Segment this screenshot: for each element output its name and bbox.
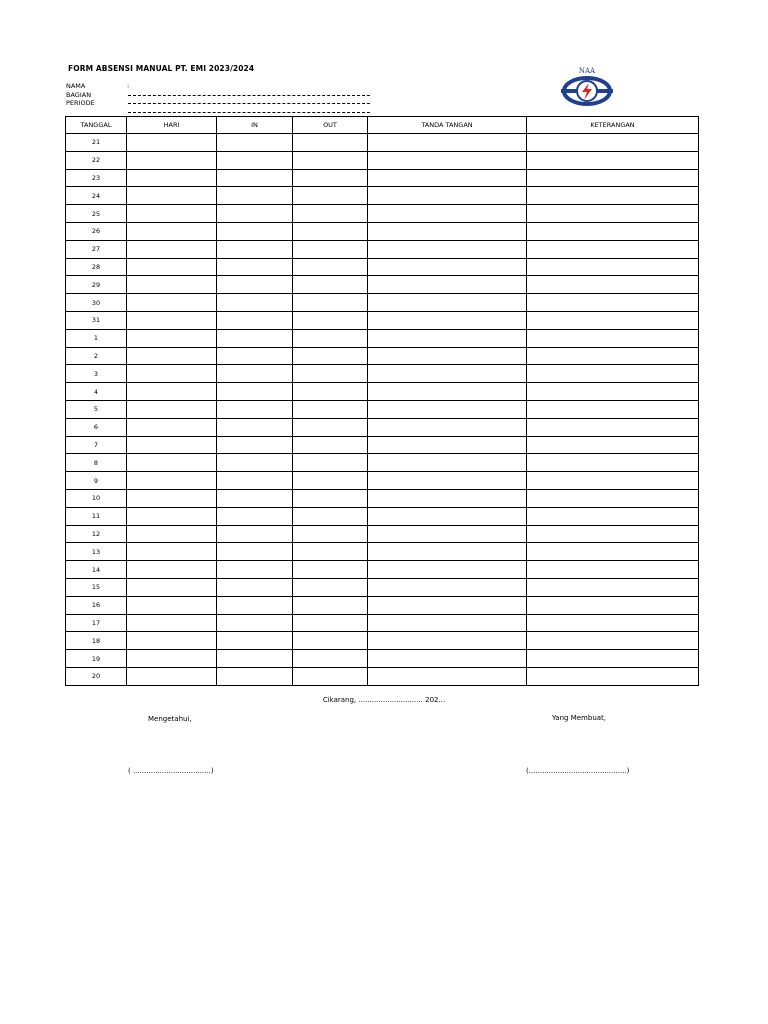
table-row bbox=[66, 632, 699, 650]
table-row bbox=[66, 258, 699, 276]
cell-tanda-tangan[interactable] bbox=[368, 151, 527, 169]
cell-keterangan[interactable] bbox=[527, 578, 699, 596]
cell-tanggal: 29 bbox=[66, 276, 127, 294]
cell-out[interactable] bbox=[293, 365, 368, 383]
cell-tanggal: 20 bbox=[66, 667, 127, 685]
table-row bbox=[66, 543, 699, 561]
info-labels bbox=[66, 82, 95, 108]
cell-in[interactable] bbox=[217, 311, 293, 329]
cell-out[interactable] bbox=[293, 169, 368, 187]
table-row bbox=[66, 169, 699, 187]
cell-in[interactable] bbox=[217, 187, 293, 205]
cell-hari[interactable] bbox=[127, 365, 217, 383]
cell-hari[interactable] bbox=[127, 134, 217, 152]
cell-tanggal: 18 bbox=[66, 632, 127, 650]
cell-keterangan[interactable] bbox=[527, 169, 699, 187]
cell-out[interactable] bbox=[293, 329, 368, 347]
table-row bbox=[66, 205, 699, 223]
cell-hari[interactable] bbox=[127, 205, 217, 223]
cell-keterangan[interactable] bbox=[527, 472, 699, 490]
table-row bbox=[66, 240, 699, 258]
cell-in[interactable] bbox=[217, 169, 293, 187]
col-header-hari: HARI bbox=[127, 117, 217, 134]
cell-in[interactable] bbox=[217, 276, 293, 294]
table-row bbox=[66, 561, 699, 579]
cell-in[interactable] bbox=[217, 258, 293, 276]
table-row bbox=[66, 151, 699, 169]
cell-out[interactable] bbox=[293, 400, 368, 418]
cell-keterangan[interactable] bbox=[527, 187, 699, 205]
cell-hari[interactable] bbox=[127, 561, 217, 579]
fill-line-bagian[interactable] bbox=[128, 96, 370, 105]
cell-in[interactable] bbox=[217, 436, 293, 454]
cell-tanggal: 8 bbox=[66, 454, 127, 472]
cell-tanggal: 2 bbox=[66, 347, 127, 365]
cell-tanda-tangan[interactable] bbox=[368, 472, 527, 490]
table-row bbox=[66, 400, 699, 418]
mengetahui-label: Mengetahui, bbox=[148, 715, 192, 723]
col-header-out: OUT bbox=[293, 117, 368, 134]
cell-out[interactable] bbox=[293, 383, 368, 401]
cell-keterangan[interactable] bbox=[527, 151, 699, 169]
cell-tanda-tangan[interactable] bbox=[368, 383, 527, 401]
cell-tanda-tangan[interactable] bbox=[368, 311, 527, 329]
yang-membuat-label: Yang Membuat, bbox=[552, 714, 607, 722]
col-header-tanda-tangan: TANDA TANGAN bbox=[368, 117, 527, 134]
cell-in[interactable] bbox=[217, 507, 293, 525]
cell-hari[interactable] bbox=[127, 578, 217, 596]
cell-hari[interactable] bbox=[127, 596, 217, 614]
cell-in[interactable] bbox=[217, 418, 293, 436]
cell-out[interactable] bbox=[293, 258, 368, 276]
cell-tanggal: 21 bbox=[66, 134, 127, 152]
cell-in[interactable] bbox=[217, 667, 293, 685]
cell-in[interactable] bbox=[217, 543, 293, 561]
cell-in[interactable] bbox=[217, 134, 293, 152]
cell-out[interactable] bbox=[293, 294, 368, 312]
fill-line-nama[interactable] bbox=[128, 87, 370, 96]
cell-tanggal: 9 bbox=[66, 472, 127, 490]
col-header-keterangan: KETERANGAN bbox=[527, 117, 699, 134]
cell-out[interactable] bbox=[293, 561, 368, 579]
cell-in[interactable] bbox=[217, 614, 293, 632]
cell-out[interactable] bbox=[293, 436, 368, 454]
cell-out[interactable] bbox=[293, 222, 368, 240]
table-row bbox=[66, 365, 699, 383]
cell-hari[interactable] bbox=[127, 543, 217, 561]
cell-out[interactable] bbox=[293, 543, 368, 561]
cell-keterangan[interactable] bbox=[527, 561, 699, 579]
table-row bbox=[66, 134, 699, 152]
cell-in[interactable] bbox=[217, 596, 293, 614]
cell-tanggal: 3 bbox=[66, 365, 127, 383]
table-row bbox=[66, 311, 699, 329]
cell-tanda-tangan[interactable] bbox=[368, 632, 527, 650]
cell-hari[interactable] bbox=[127, 311, 217, 329]
cell-tanda-tangan[interactable] bbox=[368, 543, 527, 561]
table-row bbox=[66, 347, 699, 365]
cell-tanda-tangan[interactable] bbox=[368, 650, 527, 668]
table-row bbox=[66, 383, 699, 401]
field-label-periode: PERIODE bbox=[66, 99, 95, 108]
cell-tanggal: 12 bbox=[66, 525, 127, 543]
cell-keterangan[interactable] bbox=[527, 454, 699, 472]
cell-hari[interactable] bbox=[127, 383, 217, 401]
cell-in[interactable] bbox=[217, 454, 293, 472]
cell-hari[interactable] bbox=[127, 187, 217, 205]
cell-tanggal: 17 bbox=[66, 614, 127, 632]
cell-tanggal: 10 bbox=[66, 489, 127, 507]
cell-tanggal: 16 bbox=[66, 596, 127, 614]
table-row bbox=[66, 418, 699, 436]
table-row bbox=[66, 294, 699, 312]
cell-hari[interactable] bbox=[127, 222, 217, 240]
cell-keterangan[interactable] bbox=[527, 436, 699, 454]
cell-tanggal: 24 bbox=[66, 187, 127, 205]
cell-out[interactable] bbox=[293, 632, 368, 650]
cell-keterangan[interactable] bbox=[527, 543, 699, 561]
table-row bbox=[66, 329, 699, 347]
cell-keterangan[interactable] bbox=[527, 276, 699, 294]
cell-tanda-tangan[interactable] bbox=[368, 614, 527, 632]
cell-keterangan[interactable] bbox=[527, 650, 699, 668]
cell-keterangan[interactable] bbox=[527, 205, 699, 223]
cell-in[interactable] bbox=[217, 222, 293, 240]
cell-out[interactable] bbox=[293, 347, 368, 365]
cell-hari[interactable] bbox=[127, 400, 217, 418]
cell-keterangan[interactable] bbox=[527, 222, 699, 240]
cell-tanggal: 1 bbox=[66, 329, 127, 347]
cell-in[interactable] bbox=[217, 578, 293, 596]
cell-hari[interactable] bbox=[127, 418, 217, 436]
cell-keterangan[interactable] bbox=[527, 258, 699, 276]
place-date: Cikarang, ............................. 202... bbox=[322, 696, 446, 704]
cell-keterangan[interactable] bbox=[527, 347, 699, 365]
cell-tanda-tangan[interactable] bbox=[368, 222, 527, 240]
cell-in[interactable] bbox=[217, 347, 293, 365]
cell-tanda-tangan[interactable] bbox=[368, 347, 527, 365]
cell-keterangan[interactable] bbox=[527, 294, 699, 312]
cell-hari[interactable] bbox=[127, 507, 217, 525]
cell-hari[interactable] bbox=[127, 632, 217, 650]
table-row bbox=[66, 614, 699, 632]
col-header-tanggal: TANGGAL bbox=[66, 117, 127, 134]
fill-line-periode[interactable] bbox=[128, 104, 370, 113]
cell-tanggal: 28 bbox=[66, 258, 127, 276]
cell-in[interactable] bbox=[217, 400, 293, 418]
cell-keterangan[interactable] bbox=[527, 329, 699, 347]
cell-out[interactable] bbox=[293, 507, 368, 525]
cell-out[interactable] bbox=[293, 489, 368, 507]
cell-hari[interactable] bbox=[127, 454, 217, 472]
cell-in[interactable] bbox=[217, 472, 293, 490]
signature-line-right[interactable]: (............................................) bbox=[526, 767, 630, 775]
table-row bbox=[66, 472, 699, 490]
cell-tanda-tangan[interactable] bbox=[368, 134, 527, 152]
cell-tanda-tangan[interactable] bbox=[368, 365, 527, 383]
cell-tanda-tangan[interactable] bbox=[368, 507, 527, 525]
signature-line-left[interactable]: ( ...................................) bbox=[128, 767, 214, 775]
cell-hari[interactable] bbox=[127, 347, 217, 365]
cell-out[interactable] bbox=[293, 525, 368, 543]
cell-tanda-tangan[interactable] bbox=[368, 258, 527, 276]
cell-in[interactable] bbox=[217, 632, 293, 650]
cell-tanggal: 27 bbox=[66, 240, 127, 258]
cell-keterangan[interactable] bbox=[527, 311, 699, 329]
cell-hari[interactable] bbox=[127, 276, 217, 294]
cell-tanggal: 7 bbox=[66, 436, 127, 454]
cell-in[interactable] bbox=[217, 489, 293, 507]
cell-in[interactable] bbox=[217, 151, 293, 169]
cell-tanda-tangan[interactable] bbox=[368, 596, 527, 614]
table-row bbox=[66, 489, 699, 507]
cell-tanggal: 13 bbox=[66, 543, 127, 561]
cell-in[interactable] bbox=[217, 561, 293, 579]
cell-tanda-tangan[interactable] bbox=[368, 561, 527, 579]
cell-in[interactable] bbox=[217, 294, 293, 312]
cell-keterangan[interactable] bbox=[527, 489, 699, 507]
table-header-row bbox=[66, 117, 699, 134]
cell-hari[interactable] bbox=[127, 489, 217, 507]
cell-hari[interactable] bbox=[127, 240, 217, 258]
table-row bbox=[66, 276, 699, 294]
cell-tanggal: 4 bbox=[66, 383, 127, 401]
table-row bbox=[66, 578, 699, 596]
cell-hari[interactable] bbox=[127, 151, 217, 169]
form-title: FORM ABSENSI MANUAL PT. EMI 2023/2024 bbox=[68, 64, 255, 73]
cell-in[interactable] bbox=[217, 383, 293, 401]
cell-hari[interactable] bbox=[127, 436, 217, 454]
cell-tanda-tangan[interactable] bbox=[368, 667, 527, 685]
table-row bbox=[66, 454, 699, 472]
cell-tanda-tangan[interactable] bbox=[368, 489, 527, 507]
cell-keterangan[interactable] bbox=[527, 365, 699, 383]
attendance-table bbox=[65, 116, 699, 686]
cell-keterangan[interactable] bbox=[527, 667, 699, 685]
cell-in[interactable] bbox=[217, 365, 293, 383]
cell-tanggal: 14 bbox=[66, 561, 127, 579]
cell-hari[interactable] bbox=[127, 472, 217, 490]
company-logo bbox=[559, 64, 615, 110]
logo-text: NAA bbox=[578, 67, 596, 75]
table-row bbox=[66, 596, 699, 614]
cell-tanda-tangan[interactable] bbox=[368, 205, 527, 223]
cell-in[interactable] bbox=[217, 329, 293, 347]
cell-keterangan[interactable] bbox=[527, 134, 699, 152]
cell-tanggal: 26 bbox=[66, 222, 127, 240]
cell-out[interactable] bbox=[293, 276, 368, 294]
cell-tanda-tangan[interactable] bbox=[368, 578, 527, 596]
field-label-nama: NAMA bbox=[66, 82, 86, 90]
cell-out[interactable] bbox=[293, 454, 368, 472]
cell-out[interactable] bbox=[293, 472, 368, 490]
cell-tanda-tangan[interactable] bbox=[368, 240, 527, 258]
cell-out[interactable] bbox=[293, 650, 368, 668]
cell-keterangan[interactable] bbox=[527, 596, 699, 614]
cell-tanggal: 6 bbox=[66, 418, 127, 436]
cell-in[interactable] bbox=[217, 205, 293, 223]
table-row bbox=[66, 507, 699, 525]
cell-hari[interactable] bbox=[127, 614, 217, 632]
cell-keterangan[interactable] bbox=[527, 525, 699, 543]
cell-hari[interactable] bbox=[127, 667, 217, 685]
cell-out[interactable] bbox=[293, 596, 368, 614]
cell-tanda-tangan[interactable] bbox=[368, 436, 527, 454]
cell-tanggal: 23 bbox=[66, 169, 127, 187]
cell-keterangan[interactable] bbox=[527, 383, 699, 401]
cell-out[interactable] bbox=[293, 578, 368, 596]
cell-tanggal: 19 bbox=[66, 650, 127, 668]
cell-tanggal: 15 bbox=[66, 578, 127, 596]
cell-out[interactable] bbox=[293, 240, 368, 258]
col-header-in: IN bbox=[217, 117, 293, 134]
field-label-bagian: BAGIAN bbox=[66, 90, 92, 99]
cell-tanggal: 30 bbox=[66, 294, 127, 312]
cell-out[interactable] bbox=[293, 151, 368, 169]
cell-tanda-tangan[interactable] bbox=[368, 187, 527, 205]
cell-tanda-tangan[interactable] bbox=[368, 525, 527, 543]
cell-tanda-tangan[interactable] bbox=[368, 169, 527, 187]
cell-hari[interactable] bbox=[127, 650, 217, 668]
cell-tanggal: 31 bbox=[66, 311, 127, 329]
table-row bbox=[66, 650, 699, 668]
cell-tanda-tangan[interactable] bbox=[368, 276, 527, 294]
cell-tanggal: 11 bbox=[66, 507, 127, 525]
cell-hari[interactable] bbox=[127, 329, 217, 347]
cell-hari[interactable] bbox=[127, 294, 217, 312]
info-fill-lines bbox=[128, 87, 370, 113]
table-row bbox=[66, 187, 699, 205]
cell-out[interactable] bbox=[293, 187, 368, 205]
cell-out[interactable] bbox=[293, 311, 368, 329]
table-row bbox=[66, 667, 699, 685]
cell-hari[interactable] bbox=[127, 258, 217, 276]
cell-tanda-tangan[interactable] bbox=[368, 400, 527, 418]
table-row bbox=[66, 436, 699, 454]
field-colon: : bbox=[127, 82, 130, 90]
cell-out[interactable] bbox=[293, 614, 368, 632]
cell-tanggal: 22 bbox=[66, 151, 127, 169]
cell-tanda-tangan[interactable] bbox=[368, 418, 527, 436]
cell-tanda-tangan[interactable] bbox=[368, 454, 527, 472]
cell-keterangan[interactable] bbox=[527, 507, 699, 525]
cell-out[interactable] bbox=[293, 205, 368, 223]
cell-in[interactable] bbox=[217, 525, 293, 543]
cell-in[interactable] bbox=[217, 240, 293, 258]
cell-keterangan[interactable] bbox=[527, 614, 699, 632]
cell-keterangan[interactable] bbox=[527, 632, 699, 650]
cell-keterangan[interactable] bbox=[527, 240, 699, 258]
cell-hari[interactable] bbox=[127, 169, 217, 187]
cell-out[interactable] bbox=[293, 134, 368, 152]
cell-out[interactable] bbox=[293, 667, 368, 685]
cell-tanggal: 25 bbox=[66, 205, 127, 223]
cell-keterangan[interactable] bbox=[527, 418, 699, 436]
cell-tanggal: 5 bbox=[66, 400, 127, 418]
cell-keterangan[interactable] bbox=[527, 400, 699, 418]
cell-tanda-tangan[interactable] bbox=[368, 329, 527, 347]
table-body bbox=[66, 134, 699, 686]
table-row bbox=[66, 525, 699, 543]
cell-hari[interactable] bbox=[127, 525, 217, 543]
table-row bbox=[66, 222, 699, 240]
cell-out[interactable] bbox=[293, 418, 368, 436]
cell-in[interactable] bbox=[217, 650, 293, 668]
cell-tanda-tangan[interactable] bbox=[368, 294, 527, 312]
